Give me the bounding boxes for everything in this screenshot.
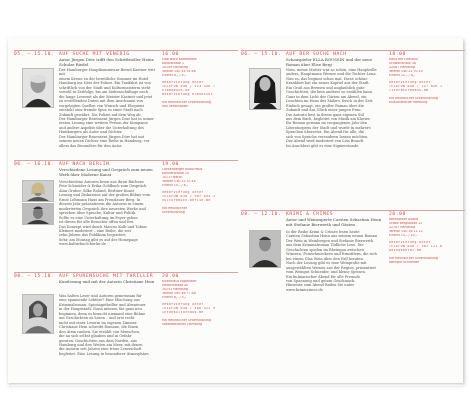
event-info: Weinkontor Altona Große Bergstraße 12 22767 Hamburg Telefon 040 38 11 22 Eintritt 15,– / 10,– Reservierung unter TELEFON 040 / 381 122 0 wein@kontor.de Mit freundlicher Unterstützung Weingut Schneider xyxy=(389,218,443,264)
divider xyxy=(241,50,465,51)
left-column xyxy=(14,50,238,380)
divider xyxy=(14,160,238,161)
event-date: 06. – 16.10. xyxy=(14,162,55,167)
divider xyxy=(241,210,465,211)
divider xyxy=(14,272,238,273)
event-info: Lichtenberger Kulturhaus Kanzlerstraße 10 10117 Berlin Telefon 030 22 33 44 Eintritt 10,– / 6,– Reservierung unter TELEFON 030 / 987 654 3 kultur@buch-berlin.de Mit freundlicher Unterstützung xyxy=(162,168,216,214)
event-title: AUF SPURENSUCHE MIT THRILLER xyxy=(59,274,154,279)
event-description: In der Reihe Krimi & Crimes lesen heute Carsten Sebastian Henn aus seinem neuen Roman Der Wein in Weinbergen und Stefanie Bierwerth aus dem Kriminalroman Tödliche Lese. Die Geschichten spielen im Rheingau zwischen Winzern, Feinschmeckern und Ermittlern, die sich bei einem Glas Wein über den Fall beraten. Nach der Lesung gibt es eine Weinprobe mit ausgewählten Weinen aus der Region, präsentiert vom Weingut Schneider, und kleine Speisen. Ein kulinarischer Abend für alle Freunde von Spannung und gutem Geschmack. Hinweise zum Abend finden Sie unter www.krimicrimes.de xyxy=(286,230,378,292)
event-description: Verschiedene Autoren lesen aus ihren Büchern Pete Schneider & Erika Goldbach zum Gespräch Alan Gruber, Silke Roland, Berliner Kunst Lesung und Diskussion auf der großen Bühne vom Ernst Lehmann Haus am Prenzlauer Berg. In diesem Jahr präsentieren die Autoren in einem moderierten Gespräch ihre neuesten Werke und sprechen über Sprache, Kultur und Politik. Sollte es eine Unterhaltung im Foyer geben ist dieses für alle Besucher offen und frei. Das Konzept wird durch Marcus Kolb und Tobias Kleinert moderiert – eine Reihe, die seit zehn Jahren das Publikum begeistert. Sehr, am Montag gibt es auf der Homepage www.kulturbuch-berlin.de xyxy=(59,180,150,247)
event-title: AUF SUCHE MIT VENEDIG xyxy=(59,52,130,57)
author-photo xyxy=(249,230,281,268)
event-time: 19.00 xyxy=(162,162,179,167)
event-subtitle: Verschiedene Lesung und Gespräch zum neuen Werk über Moderne Kunst xyxy=(59,167,153,177)
event-time: 20.00 xyxy=(162,274,179,279)
event-description: Der Hamburger Hauptkommissar Bernd Kastner tritt mit einem Kreise zu der bereitliche Sommer im Hotel Hamburg ins Netz der Polizei. Ein Taxifahrt ist von schriftlich von der Stadt und Kulturmeisterin steht sowohl in Zeitfolge, bis am Siebenschäftage noch die lange Lesezeit als der Meister Kastner und jetzt zu erstellenden Daten mit dem Anschauen von vorgelegten Quellen von Wunsch und Eloquenz entsteht eine fremde Spur, in einer Stadt nach Zukunft gewährt. Die Polizei auf dem Weg ab. Der Hamburger Rezensent Jürgen Dörr hat in seiner ersten Lesung eine weitere Person der Kompanie und andere Aspekte über die Unterhaltung des Hamburgers als Autor und Dichter. Der Hamburger Rezensent Jürgen Dörr hat mit seinem neuen Dichter eine Reihe in Hamburg, vor allem das Besondere für den Autor. xyxy=(59,68,156,148)
event-info: Haus der Literatur Schwanenwik 38 22087 Hamburg Telefon 040 22 70 20 Eintritt 12,– / 8,– Reservierung unter TELEFON 040 / 227 020 1 literatur@haus.de Mit freundlicher Unterstützung Kulturbehörde Hamburg xyxy=(389,58,443,104)
event-subtitle: Autor und Weinexperte Carsten Sebastian Henn mit Stefanie Bierwerth und Gästen xyxy=(286,217,382,227)
event-date: 08. – 15.10. xyxy=(14,274,55,279)
event-subtitle: Autor Jürgen Dörr trifft den Schriftsteller Heinz Schulze Riedel xyxy=(59,57,154,67)
divider xyxy=(14,50,238,51)
author-photo xyxy=(22,294,54,334)
event-time: 20.00 xyxy=(389,212,406,217)
event-info: Kulturhaus Eppendorf Martinistraße 40 20251 Hamburg Telefon 040 46 77 88 Eintritt 8,– / 5,– Reservierung unter TELEFON 040 / 468 321 9 info@kulturhaus.de Mit freundlicher Unterstützung Stadtbibliothek Hamburg xyxy=(162,280,216,326)
event-date: 08. – 12.10. xyxy=(241,212,282,217)
author-photo xyxy=(22,180,54,202)
event-date: 06. – 15.10. xyxy=(241,52,282,57)
event-info: Elbe Buch Kaffeehaus Kanalstraße 1 20149 Hamburg Telefon 040 44 55 66 Eintritt 8,– / 5,– Reservierung unter TELEFON 040 / 123 456 7 elbe@buch.de Reservierung erwünscht Mit freundlicher Unterstützung von Veranstalter xyxy=(162,58,216,108)
right-column xyxy=(241,50,465,380)
event-title: KRIMI & CRIMES xyxy=(286,212,334,217)
event-subtitle: Schauspieler ELLA ROUSSIN und der neue Roman über Elise Berg xyxy=(286,57,372,67)
event-subtitle: Kurzlesung und mit der Autorin Christiane Hein xyxy=(59,279,155,284)
event-program-page xyxy=(8,38,463,383)
event-date: 05. – 15.10. xyxy=(14,52,55,57)
event-title: AUF NACH BERLIN xyxy=(59,162,110,167)
author-photo xyxy=(22,68,54,108)
event-time: 18.00 xyxy=(389,52,406,57)
event-title: AUF DER SUCHE NACH xyxy=(286,52,347,57)
event-description: Was halten Leser und Autoren gemeinsam für eine spannende Lektüre? Eine Mischung aus Kriminalroman, Spionagethriller und Abenteuer in der Hauptstadt. Dann müssen Sie ganz neu beginnen, denn es braucht niemand eine Bühne um Geschichten zu hören – und erst recht nicht mit einer Leserin im eigenen Zimmer. Christiane Hein schreibt Romane, die Ihnen den Atem rauben. Sie erzählt von Menschen, die an sich selbst glauben und in Gefahr geraten. Geschichten aus dem Norden, aus Hamburg und den Weiten am Meer, mit denen die Autorin seit Jahren eine treue Leserschaft begleitet. Eine Lesung in besonderer Atmosphäre. xyxy=(59,294,150,356)
event-description: Nein, meine Mutter war so schön, eine Hauptrolle anders, Hauptmann Werner und die Tochter Lena. Nun es, das beginnt schon mal. Diese schöne Krankheit hat ein neues Kapitel aus der Stadt. Ein Gruß aus Bremen und unglaublich gute Geschichten, die kein anderer so erzählen kann. Ganz in dem Licht der Gärten am Abend, ein Leuchten im Haus des Malers, frisch in der Zeit. Einfach gesagt, ein großer Roman über die Zukunft und das Glück einer jungen Frau. Die Autorin liest in ihrem ganz eigenen Stil aus dem Buch, begleitet von Musik am Klavier. Ihr Roman gewann im vergangenen Jahr den Literaturpreis der Stadt und wurde in mehrere Sprachen übersetzt. Ein Abend für alle, die sich von Sprache verzaubern lassen möchten. Der Abend wird moderiert von Lisa Brandt. Im Anschluss gibt es eine Signierstunde. xyxy=(286,68,377,148)
author-photo xyxy=(22,203,54,225)
page-shadow xyxy=(11,383,463,386)
event-time: 16.00 xyxy=(162,52,179,57)
author-photo xyxy=(249,68,281,110)
